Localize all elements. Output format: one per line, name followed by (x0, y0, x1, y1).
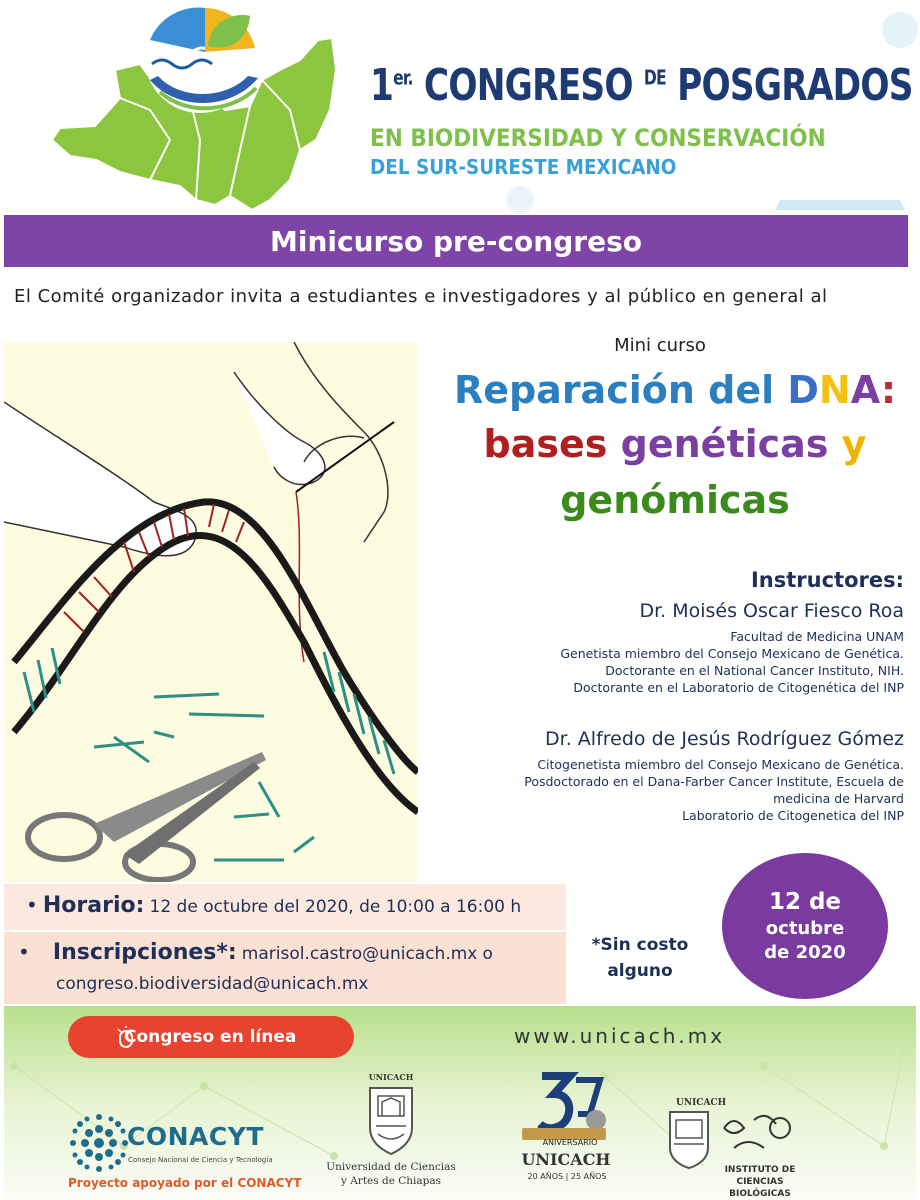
cost-note (570, 932, 710, 984)
icb-logo-icon (664, 1098, 804, 1170)
unicach-name (322, 1160, 460, 1188)
title-part: : (880, 368, 897, 412)
title-part: D (787, 368, 819, 412)
instructor-detail: Posdoctorado en el Dana-Farber Cancer Institute, Escuela de (524, 774, 904, 789)
unicach-crest-icon (364, 1076, 418, 1156)
congress-subtitle: EN BIODIVERSIDAD Y CONSERVACIÓN (370, 124, 826, 152)
conacyt-name: CONACYT (127, 1122, 264, 1151)
title-part: N (818, 368, 851, 412)
registration-email-1[interactable]: marisol.castro@unicach.mx (241, 944, 478, 964)
anniversary-years: 20 AÑOS | 25 AÑOS (527, 1172, 607, 1181)
instructors-heading: Instructores: (750, 568, 904, 592)
course-title-line3 (430, 478, 920, 522)
title-part: genéticas (620, 422, 842, 466)
anniversary-logo-icon (514, 1070, 614, 1142)
dna-illustration-graphic (4, 342, 418, 882)
instructor-detail: medicina de Harvard (773, 791, 904, 806)
conacyt-subtitle: Consejo Nacional de Ciencia y Tecnología (128, 1156, 273, 1164)
instructor-name: Dr. Moisés Oscar Fiesco Roa (639, 600, 904, 622)
schedule-box (4, 884, 566, 930)
instructor-detail: Doctorante en el Laboratorio de Citogenética del INP (573, 680, 904, 695)
instructor-2 (384, 728, 904, 824)
registration-connector: o (482, 944, 493, 964)
schedule-label: Horario: (42, 893, 145, 918)
unicach-name-line2: y Artes de Chiapas (340, 1175, 442, 1187)
cost-note-line2: alguno (607, 961, 673, 981)
congress-title: $1^{er.}$ CONGRESO $^{DE}$ POSGRADOS (370, 60, 913, 111)
title-part: bases (483, 422, 621, 466)
header-banner (0, 0, 920, 215)
date-badge-line2: octubre (765, 918, 845, 939)
instructor-1 (384, 600, 904, 696)
registration-box (4, 932, 566, 1004)
congress-region: DEL SUR-SURESTE MEXICANO (370, 155, 677, 179)
title-part: A (850, 368, 881, 412)
instructor-detail: Laboratorio de Citogenetica del INP (682, 808, 904, 823)
bullet: • (18, 940, 30, 964)
invite-text: El Comité organizador invita a estudiantes e investigadores y al público en general al (14, 286, 828, 307)
title-part: genómicas (560, 478, 790, 522)
unicach-name-line1: Universidad de Ciencias (326, 1161, 456, 1173)
icb-name-line2: BIOLÓGICAS (729, 1189, 791, 1199)
date-badge (722, 853, 888, 999)
schedule-value: 12 de octubre del 2020, de 10:00 a 16:00 h (149, 897, 522, 917)
bullet: • (26, 893, 38, 917)
instructor-detail: Citogenetista miembro del Consejo Mexicano de Genética. (537, 757, 904, 772)
instructor-detail: Genetista miembro del Consejo Mexicano de Genética. (560, 646, 904, 661)
anniversary-label: ANIVERSARIO (542, 1138, 598, 1147)
icb-name-line1: INSTITUTO DE CIENCIAS (724, 1165, 796, 1187)
course-title-line1 (430, 368, 920, 412)
mouse-click-icon (114, 1025, 138, 1049)
conacyt-support-note: Proyecto apoyado por el CONACYT (68, 1176, 302, 1190)
date-badge-line1: 12 de (768, 889, 842, 915)
instructor-name: Dr. Alfredo de Jesús Rodríguez Gómez (545, 728, 904, 750)
website-link[interactable]: www.unicach.mx (514, 1024, 726, 1048)
icb-top-label: UNICACH (676, 1098, 727, 1108)
title-part: y (841, 422, 867, 466)
date-badge-line3: de 2020 (764, 942, 846, 963)
instructor-detail: Facultad de Medicina UNAM (730, 629, 904, 644)
anniversary-unicach: UNICACH (521, 1150, 611, 1169)
instructor-detail: Doctorante en el National Cancer Instituto, NIH. (605, 663, 904, 678)
cost-note-line1: *Sin costo (591, 935, 689, 955)
registration-label: Inscripciones*: (52, 940, 237, 965)
registration-email-2[interactable]: congreso.biodiversidad@unicach.mx (56, 974, 369, 994)
unicach-top-label: UNICACH (368, 1072, 414, 1082)
course-title-line2 (430, 422, 920, 466)
icb-name (710, 1164, 810, 1200)
minicurso-banner: Minicurso pre-congreso (4, 215, 908, 267)
mini-curso-label: Mini curso (614, 335, 706, 356)
dna-repair-illustration (4, 342, 418, 882)
conacyt-logo-icon (68, 1112, 130, 1174)
title-part: Reparación del (453, 368, 788, 412)
online-congress-button[interactable]: Congreso en línea (68, 1016, 354, 1058)
